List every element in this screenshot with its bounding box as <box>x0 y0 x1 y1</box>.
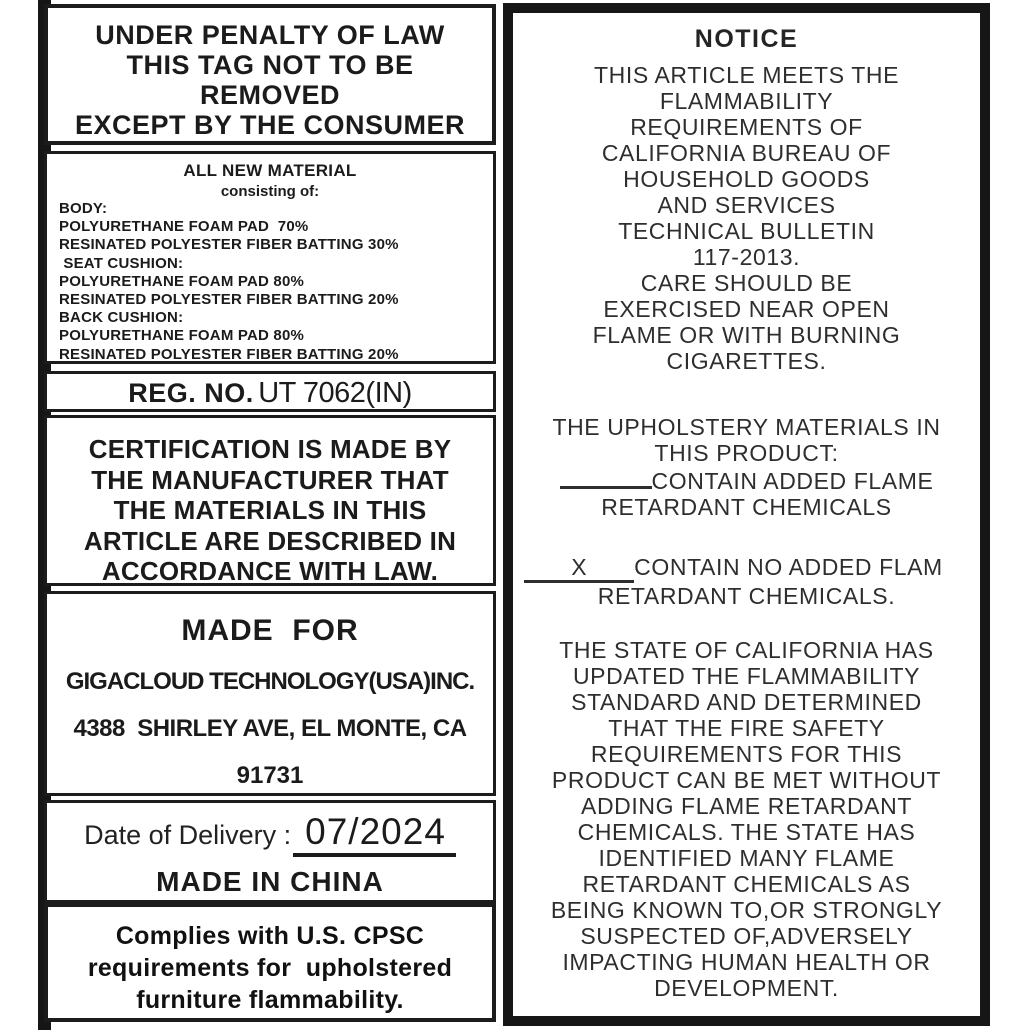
certification-line: THE MATERIALS IN THIS <box>113 495 427 525</box>
cpsc-line: requirements for upholstered <box>87 954 453 982</box>
delivery-date-label: Date of Delivery : <box>84 820 292 850</box>
notice-line: REQUIREMENTS OF <box>630 114 863 140</box>
notice-line: REQUIREMENTS FOR THIS <box>590 741 903 767</box>
notice-line: BEING KNOWN TO,OR STRONGLY <box>550 897 943 923</box>
certification-line: ACCORDANCE WITH LAW. <box>101 556 439 586</box>
notice-line: SUSPECTED OF,ADVERSELY <box>580 923 913 949</box>
delivery-date-row <box>47 811 493 857</box>
material-item: POLYURETHANE FOAM PAD 80% <box>59 272 305 290</box>
company-zip: 91731 <box>236 762 304 789</box>
notice-line: IMPACTING HUMAN HEALTH OR <box>562 949 931 975</box>
notice-line: THIS PRODUCT: <box>654 440 839 466</box>
blank-underline <box>560 466 652 489</box>
certification-box <box>44 415 496 586</box>
cpsc-compliance-box <box>44 903 496 1022</box>
contain-added-option-line2: RETARDANT CHEMICALS <box>601 494 892 520</box>
notice-line: UPDATED THE FLAMMABILITY <box>572 663 921 689</box>
notice-line: THE UPHOLSTERY MATERIALS IN <box>552 414 941 440</box>
cpsc-line: Complies with U.S. CPSC <box>115 922 425 950</box>
material-item: RESINATED POLYESTER FIBER BATTING 20% <box>59 345 399 363</box>
notice-line: IDENTIFIED MANY FLAME <box>598 845 895 871</box>
registration-box <box>44 371 496 412</box>
notice-line: DEVELOPMENT. <box>654 975 839 1001</box>
material-item: SEAT CUSHION: <box>59 254 184 272</box>
contain-added-option: CONTAIN ADDED FLAME <box>513 466 980 494</box>
notice-line: THIS ARTICLE MEETS THE <box>593 62 900 88</box>
notice-line: HOUSEHOLD GOODS <box>623 166 870 192</box>
material-item: POLYURETHANE FOAM PAD 80% <box>59 327 305 345</box>
certification-line: THE MANUFACTURER THAT <box>91 464 449 495</box>
contain-none-option: X CONTAIN NO ADDED FLAM RETARDANT CHEMICALS. <box>513 554 980 609</box>
notice-line: PRODUCT CAN BE MET WITHOUT <box>551 767 942 793</box>
penalty-line: REMOVED <box>199 80 341 110</box>
cpsc-line: furniture flammability. <box>136 986 404 1014</box>
notice-line: 117-2013. <box>692 244 801 270</box>
notice-line: FLAME OR WITH BURNING <box>592 322 901 348</box>
delivery-box <box>44 800 496 903</box>
delivery-date-value: 07/2024 <box>293 811 456 857</box>
notice-paragraph-flammability <box>513 62 980 374</box>
materials-subtitle: consisting of: <box>220 183 320 200</box>
penalty-line: THIS TAG NOT TO BE <box>126 50 414 80</box>
material-item: POLYURETHANE FOAM PAD 70% <box>59 218 309 236</box>
penalty-line: UNDER PENALTY OF LAW <box>95 20 445 50</box>
notice-line: THE STATE OF CALIFORNIA HAS <box>559 637 934 663</box>
checked-underline: X <box>524 554 634 583</box>
notice-line: CARE SHOULD BE <box>640 270 853 296</box>
certification-line: ARTICLE ARE DESCRIBED IN <box>83 525 457 556</box>
country-of-origin: MADE IN CHINA <box>156 866 384 897</box>
material-item: BACK CUSHION: <box>59 309 184 327</box>
penalty-line: EXCEPT BY THE CONSUMER <box>74 110 466 140</box>
materials-title: ALL NEW MATERIAL <box>183 161 357 180</box>
registration-label: REG. NO. <box>128 378 254 408</box>
notice-line: CALIFORNIA BUREAU OF <box>601 140 892 166</box>
notice-paragraph-state <box>513 637 980 1001</box>
notice-line: THAT THE FIRE SAFETY <box>608 715 885 741</box>
material-item: RESINATED POLYESTER FIBER BATTING 30% <box>59 236 399 254</box>
notice-line: FLAMMABILITY <box>659 88 834 114</box>
notice-line: CHEMICALS. THE STATE HAS <box>577 819 916 845</box>
notice-line: TECHNICAL BULLETIN <box>618 218 875 244</box>
notice-line: EXERCISED NEAR OPEN <box>603 296 890 322</box>
material-item: RESINATED POLYESTER FIBER BATTING 20% <box>59 291 399 309</box>
notice-line: STANDARD AND DETERMINED <box>571 689 922 715</box>
flammability-notice-label <box>503 3 990 1026</box>
materials-box <box>44 151 496 364</box>
company-address: 4388 SHIRLEY AVE, EL MONTE, CA <box>73 715 467 742</box>
contain-none-option-line2: RETARDANT CHEMICALS. <box>597 583 896 609</box>
made-for-box <box>44 591 496 796</box>
notice-paragraph-upholstery <box>513 414 980 520</box>
notice-line: AND SERVICES <box>657 192 836 218</box>
certification-line: CERTIFICATION IS MADE BY <box>88 434 452 464</box>
notice-line: CIGARETTES. <box>666 348 827 374</box>
notice-line: ADDING FLAME RETARDANT <box>581 793 912 819</box>
notice-line: RETARDANT CHEMICALS AS <box>582 871 911 897</box>
registration-number: UT 7062(IN) <box>258 377 412 409</box>
notice-title: NOTICE <box>694 25 799 53</box>
company-name: GIGACLOUD TECHNOLOGY(USA)INC. <box>65 668 475 695</box>
made-for-title: MADE FOR <box>181 614 359 647</box>
penalty-box <box>44 4 496 145</box>
material-item: BODY: <box>59 200 108 217</box>
